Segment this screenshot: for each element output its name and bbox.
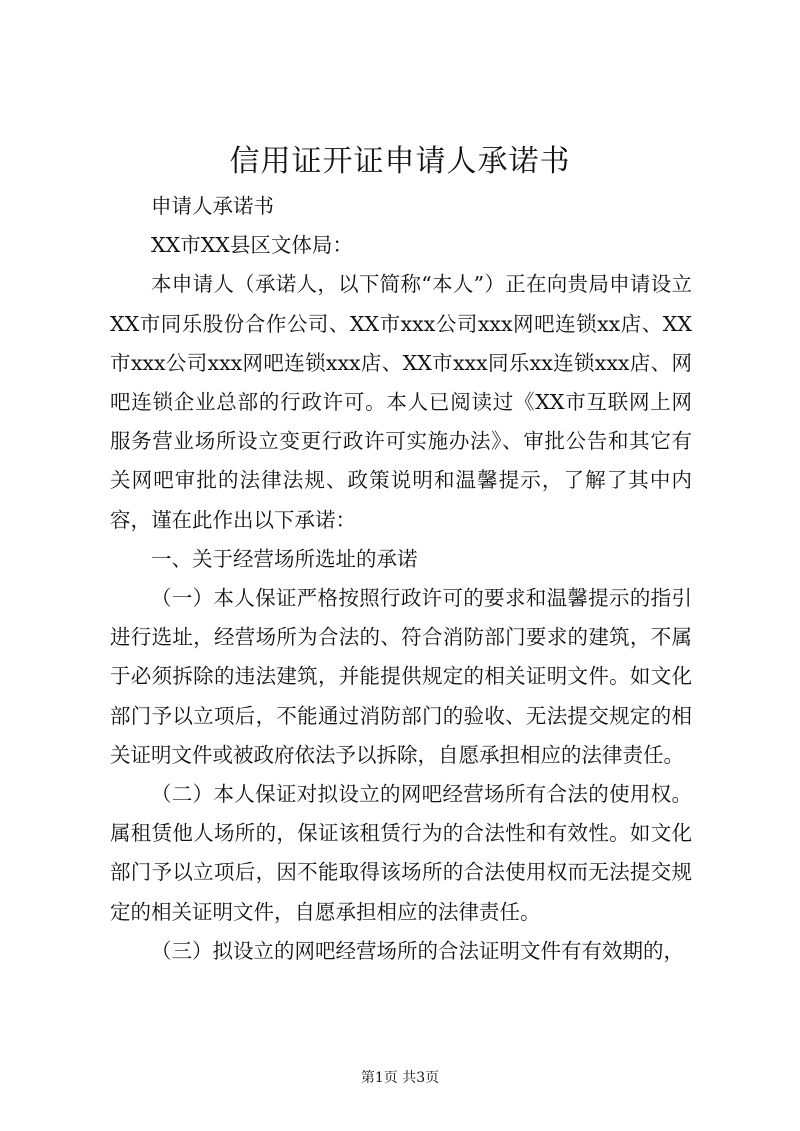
paragraph-item-3: （三）拟设立的网吧经营场所的合法证明文件有有效期的，: [151, 938, 684, 963]
paragraph-addressee: XX市XX县区文体局：: [151, 233, 353, 258]
paragraph-heading: 申请人承诺书: [151, 194, 274, 218]
paragraph-section-1: 一、关于经营场所选址的承诺: [151, 546, 418, 571]
paragraph-intro: 本申请人（承诺人，以下简称“本人”）正在向贵局申请设立XX市同乐股份合作公司、XX市xxx公司xxx网吧连锁xx店、XX市xxx公司xxx网吧连锁xxx店、XX市xxx同乐xx连锁xxx店、网吧连锁企业总部的行政许可。本人已阅读过《XX市互联网上网服务营业场所设立变更行政许可实施办法》、审批公告和其它有关网吧审批的法律法规、政策说明和温馨提示，了解了其中内容，谨在此作出以下承诺：: [110, 272, 692, 532]
document-title: 信用证开证申请人承诺书: [229, 144, 571, 179]
document-body: [110, 187, 692, 971]
page-footer: 第1页 共3页: [360, 1070, 440, 1086]
paragraph-item-1: （一）本人保证严格按照行政许可的要求和温馨提示的指引进行选址，经营场所为合法的、符合消防部门要求的建筑，不属于必须拆除的违法建筑，并能提供规定的相关证明文件。如文化部门予以立项后，不能通过消防部门的验收、无法提交规定的相关证明文件或被政府依法予以拆除，自愿承担相应的法律责任。: [110, 586, 692, 767]
paragraph-item-2: （二）本人保证对拟设立的网吧经营场所有合法的使用权。属租赁他人场所的，保证该租赁行为的合法性和有效性。如文化部门予以立项后，因不能取得该场所的合法使用权而无法提交规定的相关证明文件，自愿承担相应的法律责任。: [110, 782, 692, 924]
